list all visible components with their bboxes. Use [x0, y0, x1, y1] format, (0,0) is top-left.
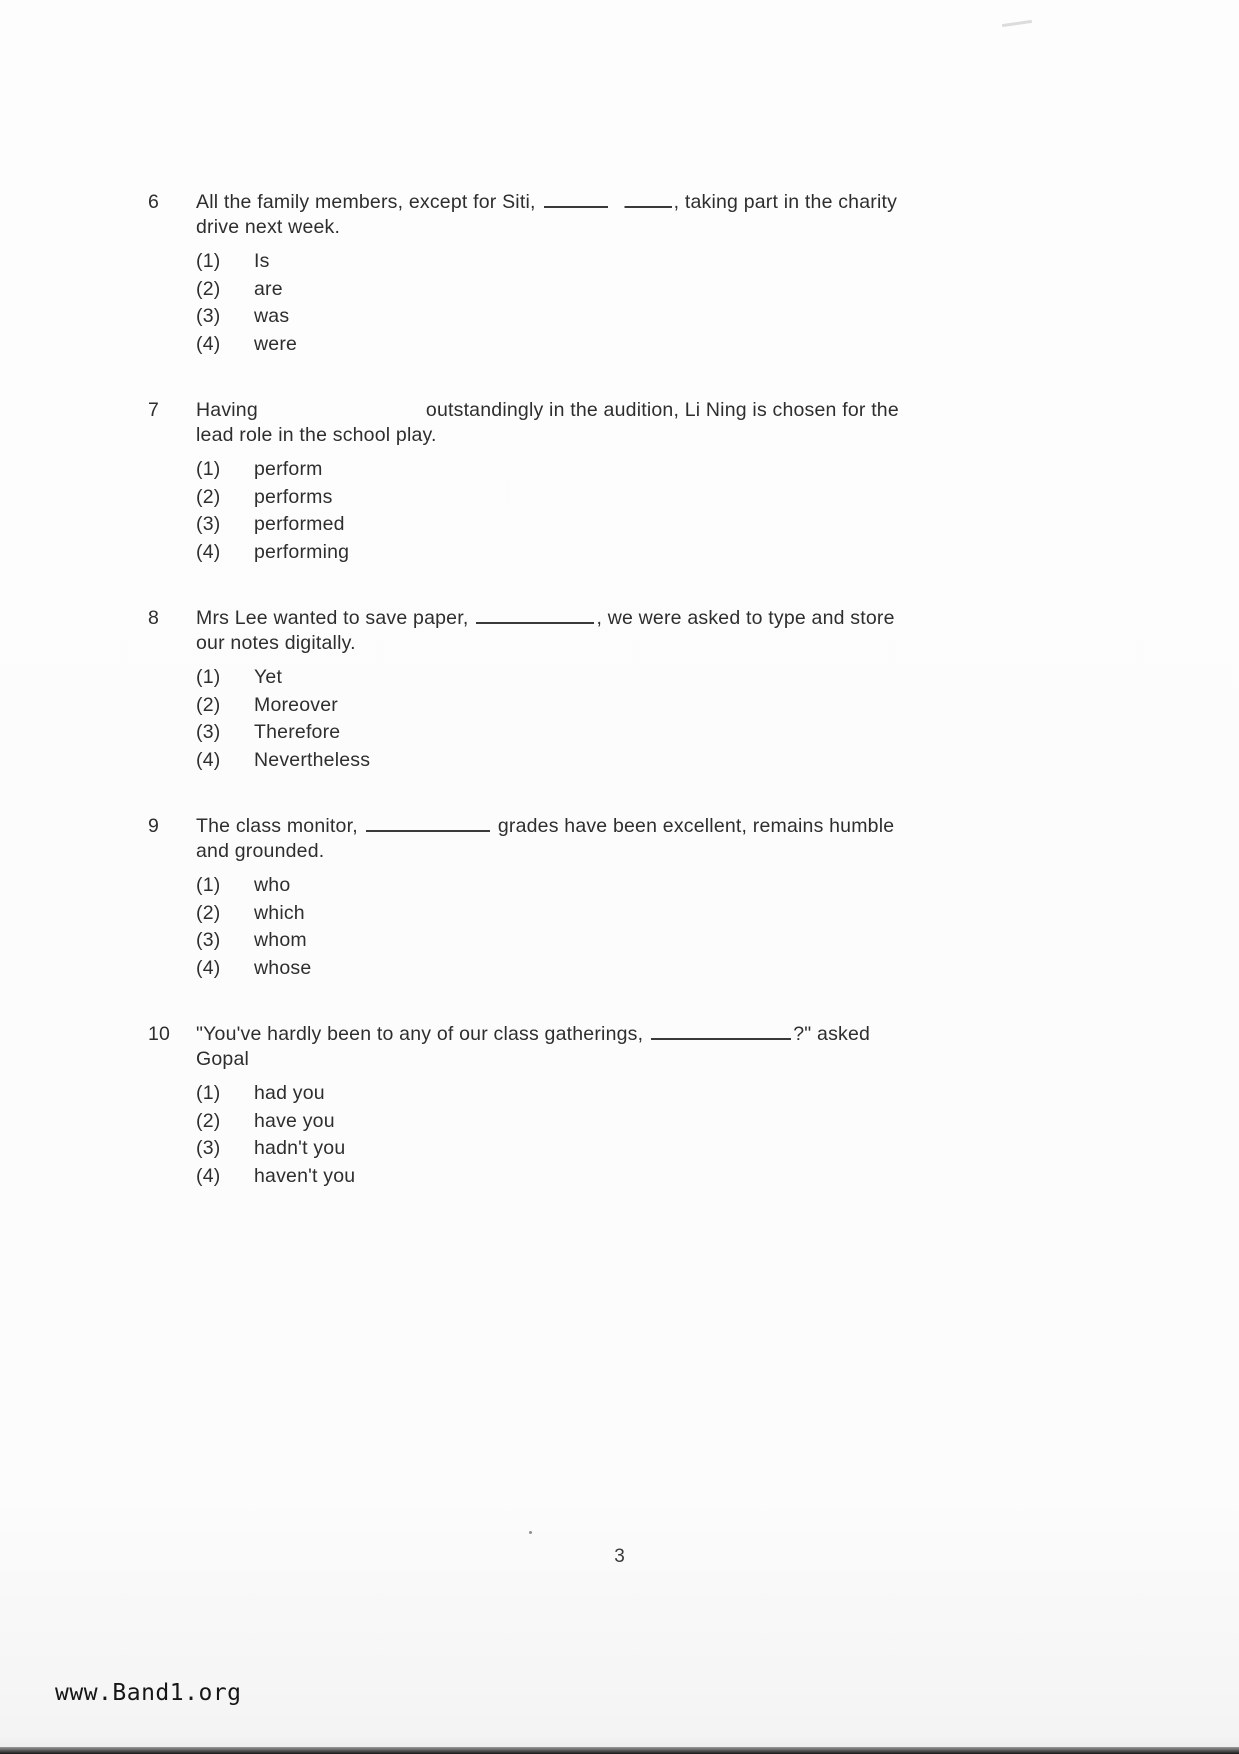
- option-label: who: [254, 874, 291, 896]
- question-number: 6: [148, 191, 160, 213]
- option-number: (4): [196, 1164, 221, 1187]
- answer-blank: [651, 1023, 791, 1040]
- question-body: [196, 398, 968, 566]
- option-label: Nevertheless: [254, 748, 371, 771]
- question-text-before: All the family members, except for Siti,: [196, 191, 536, 213]
- question-number: 7: [148, 399, 160, 421]
- option: [196, 539, 968, 567]
- option: [196, 511, 968, 539]
- options-list: [196, 664, 968, 774]
- question-text-line2: lead role in the school play.: [196, 424, 437, 446]
- page-number: 3: [614, 1546, 625, 1567]
- question-text-before: The class monitor,: [196, 815, 358, 837]
- option: [196, 900, 968, 928]
- option-number: (4): [196, 748, 221, 771]
- option-number: (1): [196, 458, 221, 480]
- option-number: (1): [196, 250, 221, 272]
- answer-blank: [266, 401, 424, 416]
- question-number: 9: [148, 815, 160, 837]
- question-block-9: [148, 814, 968, 982]
- question-body: [196, 814, 968, 982]
- question-block-7: [148, 398, 968, 566]
- option-number: (4): [196, 956, 221, 979]
- question-block-8: [148, 606, 968, 774]
- option-number: (3): [196, 1137, 221, 1159]
- option-label: performing: [254, 540, 350, 563]
- question-text-line2: and grounded.: [196, 840, 325, 862]
- option: [196, 1080, 968, 1108]
- option-label: had you: [254, 1082, 325, 1104]
- question-text-line1: [196, 606, 968, 631]
- option-number: (2): [196, 693, 221, 716]
- question-text-line1: [196, 1022, 968, 1047]
- question-text-line2: drive next week.: [196, 216, 341, 238]
- option-number: (1): [196, 1082, 221, 1104]
- option-number: (3): [196, 513, 221, 535]
- options-list: [196, 456, 968, 566]
- option-number: (2): [196, 277, 221, 300]
- option: [196, 303, 968, 331]
- option-number: (3): [196, 929, 221, 951]
- option: [196, 331, 968, 359]
- question-text-before: Having: [196, 399, 258, 421]
- question-text-line1: [196, 190, 968, 215]
- scan-dot: [529, 1531, 532, 1534]
- option-label: whose: [254, 956, 312, 979]
- option-number: (2): [196, 901, 221, 924]
- option-label: Therefore: [254, 721, 341, 743]
- option-label: Yet: [254, 666, 283, 688]
- option-label: hadn't you: [254, 1137, 346, 1159]
- option: [196, 1163, 968, 1191]
- option-label: was: [254, 305, 290, 327]
- scan-edge: [0, 1747, 1239, 1754]
- options-list: [196, 1080, 968, 1190]
- option-number: (4): [196, 540, 221, 563]
- option-label: haven't you: [254, 1164, 356, 1187]
- options-list: [196, 248, 968, 358]
- option-label: which: [254, 901, 305, 924]
- option: [196, 955, 968, 983]
- option-label: are: [254, 277, 283, 300]
- option-label: performs: [254, 485, 333, 508]
- option-label: Moreover: [254, 693, 338, 716]
- option-number: (1): [196, 874, 221, 896]
- option-number: (3): [196, 305, 221, 327]
- question-text-line2: Gopal: [196, 1048, 250, 1070]
- option-label: whom: [254, 929, 307, 951]
- question-text-after: , taking part in the charity: [673, 191, 898, 213]
- question-number: 8: [148, 607, 160, 629]
- question-block-6: [148, 190, 968, 358]
- answer-blank: [366, 815, 490, 832]
- option: [196, 456, 968, 484]
- option-label: perform: [254, 458, 323, 480]
- option-label: performed: [254, 513, 345, 535]
- question-text-after: outstandingly in the audition, Li Ning is chosen for the: [425, 399, 899, 421]
- answer-blank: [544, 193, 672, 208]
- question-text-after: , we were asked to type and store: [596, 607, 895, 629]
- question-text-before: "You've hardly been to any of our class gatherings,: [196, 1023, 644, 1045]
- question-body: [196, 1022, 968, 1190]
- option: [196, 248, 968, 276]
- exam-questions: [148, 190, 968, 1230]
- option: [196, 484, 968, 512]
- watermark-url: www.Band1.org: [55, 1680, 242, 1706]
- option: [196, 872, 968, 900]
- option-label: were: [254, 332, 298, 355]
- question-block-10: [148, 1022, 968, 1190]
- question-body: [196, 606, 968, 774]
- options-list: [196, 872, 968, 982]
- option: [196, 927, 968, 955]
- option-label: have you: [254, 1109, 335, 1132]
- option-number: (2): [196, 485, 221, 508]
- option: [196, 692, 968, 720]
- question-text-before: Mrs Lee wanted to save paper,: [196, 607, 469, 629]
- question-text-line1: [196, 398, 968, 423]
- option-number: (3): [196, 721, 221, 743]
- question-text-line2: our notes digitally.: [196, 632, 356, 654]
- scan-smudge: [1002, 20, 1032, 27]
- option: [196, 276, 968, 304]
- option-number: (4): [196, 332, 221, 355]
- option-number: (2): [196, 1109, 221, 1132]
- option: [196, 719, 968, 747]
- option-number: (1): [196, 666, 221, 688]
- question-text-after: ?" asked: [793, 1023, 871, 1045]
- option-label: Is: [254, 250, 270, 272]
- question-text-line1: [196, 814, 968, 839]
- question-body: [196, 190, 968, 358]
- question-text-after: grades have been excellent, remains humble: [497, 815, 895, 837]
- option: [196, 1108, 968, 1136]
- option: [196, 747, 968, 775]
- option: [196, 1135, 968, 1163]
- answer-blank: [476, 607, 594, 624]
- option: [196, 664, 968, 692]
- question-number: 10: [148, 1023, 171, 1045]
